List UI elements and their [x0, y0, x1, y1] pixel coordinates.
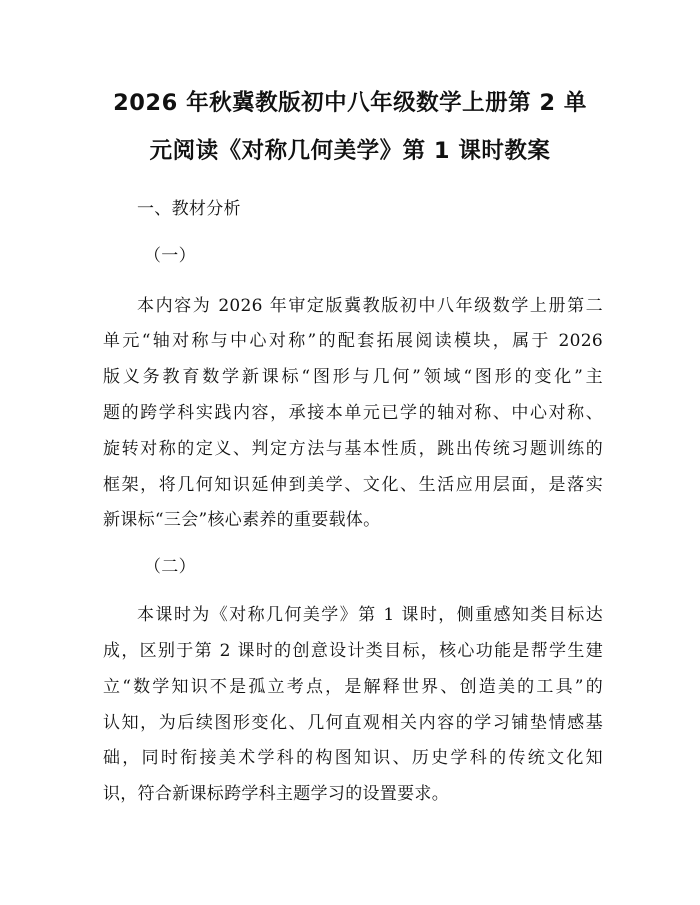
paragraph-1-line: 框架，将几何知识延伸到美学、文化、生活应用层面，是落实	[103, 475, 603, 495]
paragraph-1-line: 版义务教育数学新课标“图形与几何”领域“图形的变化”主	[103, 367, 603, 387]
paragraph-2-line: 识，符合新课标跨学科主题学习的设置要求。	[103, 784, 449, 804]
paragraph-1-line: 单元“轴对称与中心对称”的配套拓展阅读模块，属于 2026	[103, 331, 603, 351]
paragraph-1-line: 新课标“三会”核心素养的重要载体。	[103, 510, 381, 530]
paragraph-1-line: 旋转对称的定义、判定方法与基本性质，跳出传统习题训练的	[103, 439, 603, 459]
subsection-heading-1: （一）	[144, 246, 196, 266]
section-heading-materials-analysis: 一、教材分析	[137, 199, 241, 219]
paragraph-1-line: 题的跨学科实践内容，承接本单元已学的轴对称、中心对称、	[103, 403, 603, 423]
paragraph-1-line: 本内容为 2026 年审定版冀教版初中八年级数学上册第二	[137, 296, 603, 316]
paragraph-2-line: 本课时为《对称几何美学》第 1 课时，侧重感知类目标达	[137, 605, 603, 625]
document-title-line-2: 元阅读《对称几何美学》第 1 课时教案	[149, 138, 551, 164]
subsection-heading-2: （二）	[144, 557, 196, 577]
paragraph-2-line: 立“数学知识不是孤立考点，是解释世界、创造美的工具”的	[103, 677, 603, 697]
paragraph-2-line: 础，同时衔接美术学科的构图知识、历史学科的传统文化知	[103, 748, 603, 768]
paragraph-2-line: 成，区别于第 2 课时的创意设计类目标，核心功能是帮学生建	[103, 641, 603, 661]
paragraph-2-line: 认知，为后续图形变化、几何直观相关内容的学习铺垫情感基	[103, 713, 603, 733]
document-title-line-1: 2026 年秋冀教版初中八年级数学上册第 2 单	[113, 90, 587, 116]
